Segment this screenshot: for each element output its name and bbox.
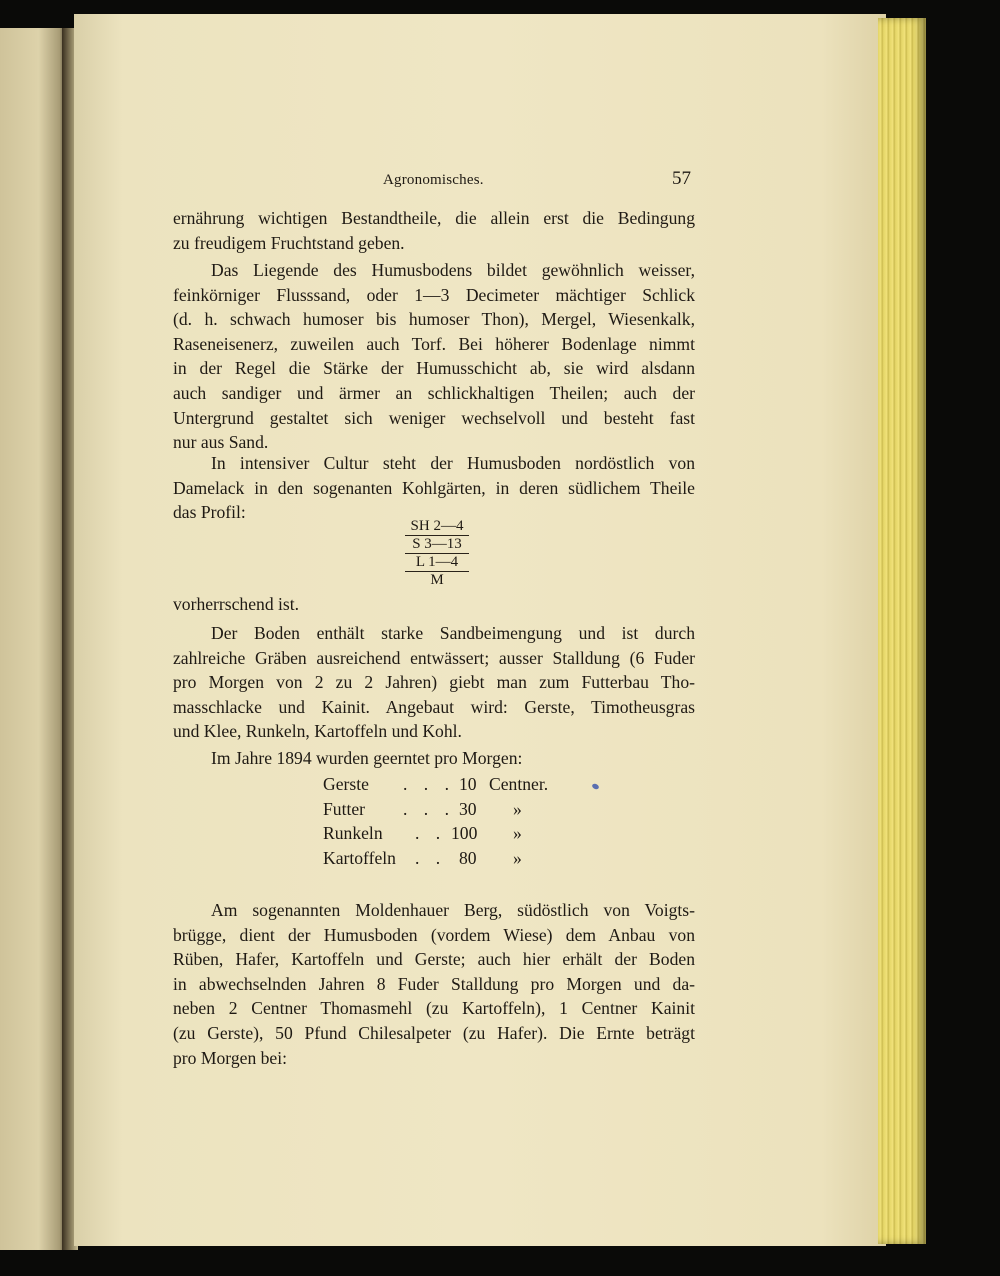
profile-layer: L 1—4: [405, 554, 469, 572]
text-line: das Profil:: [173, 502, 246, 523]
harvest-crop: Runkeln: [323, 823, 383, 844]
paragraph-3: [173, 451, 695, 525]
text-line: Untergrund gestaltet sich weniger wechselvoll und besteht fast: [173, 407, 695, 428]
profile-layer: SH 2—4: [405, 518, 469, 536]
harvest-dots: . . .: [403, 774, 455, 794]
harvest-dots: . .: [415, 847, 447, 868]
text-line: nur aus Sand.: [173, 432, 269, 453]
text-line: in der Regel die Stärke der Humusschicht ab, sie wird alsdann: [173, 358, 695, 379]
paragraph-1: [173, 206, 695, 255]
harvest-row: [323, 797, 563, 822]
harvest-value: 100: [451, 823, 478, 844]
harvest-intro: [173, 746, 695, 771]
harvest-row: [323, 821, 563, 846]
text-line: in abwechselnden Jahren 8 Fuder Stalldung pro Morgen und da-: [173, 973, 695, 994]
text-line: ernährung wichtigen Bestandtheile, die allein erst die Bedingung: [173, 208, 695, 228]
page-number: 57: [672, 168, 691, 189]
text-line: Damelack in den sogenanten Kohlgärten, in deren südlichem Theile: [173, 477, 695, 498]
harvest-row: [323, 846, 563, 871]
text-line: pro Morgen von 2 zu 2 Jahren) giebt man zum Futterbau Tho-: [173, 672, 695, 693]
harvest-unit: »: [513, 823, 522, 844]
text-line: zahlreiche Gräben ausreichend entwässert; ausser Stalldung (6 Fuder: [173, 647, 695, 668]
profile-layer: M: [430, 572, 444, 588]
harvest-crop: Futter: [323, 798, 366, 819]
text-line: (zu Gerste), 50 Pfund Chilesalpeter (zu Hafer). Die Ernte beträgt: [173, 1022, 695, 1043]
harvest-table: [323, 772, 563, 870]
text-line: In intensiver Cultur steht der Humusboden nordöstlich von: [211, 453, 695, 473]
paragraph-5: [173, 898, 695, 1070]
harvest-crop: Kartoffeln: [323, 847, 396, 868]
paragraph-3-end: [173, 592, 695, 617]
text-line: zu freudigem Fruchtstand geben.: [173, 232, 405, 253]
harvest-value: 10: [459, 774, 477, 794]
text-line: vorherrschend ist.: [173, 594, 300, 614]
paragraph-4: [173, 621, 695, 744]
harvest-unit: Centner.: [489, 774, 549, 794]
text-line: Der Boden enthält starke Sandbeimengung und ist durch: [211, 623, 695, 643]
text-line: masschlacke und Kainit. Angebaut wird: Gerste, Timotheusgras: [173, 696, 695, 717]
text-line: Das Liegende des Humusbodens bildet gewöhnlich weisser,: [211, 260, 695, 280]
profile-layer: S 3—13: [405, 536, 469, 554]
text-line: Raseneisenerz, zuweilen auch Torf. Bei höherer Bodenlage nimmt: [173, 333, 695, 354]
harvest-unit: »: [513, 847, 522, 868]
text-line: Rüben, Hafer, Kartoffeln und Gerste; auch hier erhält der Boden: [173, 949, 695, 970]
text-line: neben 2 Centner Thomasmehl (zu Kartoffeln), 1 Centner Kainit: [173, 998, 695, 1019]
harvest-dots: . . .: [403, 798, 455, 819]
harvest-crop: Gerste: [323, 774, 369, 794]
running-head: [173, 168, 695, 196]
soil-profile-formula: [405, 518, 469, 589]
text-line: (d. h. schwach humoser bis humoser Thon), Mergel, Wiesenkalk,: [173, 309, 695, 330]
left-page-edge: [0, 28, 70, 1250]
running-title: Agronomisches.: [383, 172, 484, 188]
text-line: feinkörniger Flusssand, oder 1—3 Decimeter mächtiger Schlick: [173, 284, 695, 305]
text-line: pro Morgen bei:: [173, 1047, 288, 1068]
text-line: brügge, dient der Humusboden (vordem Wiese) dem Anbau von: [173, 924, 695, 945]
paragraph-2: [173, 258, 695, 455]
page-edges: [878, 18, 926, 1244]
text-line: auch sandiger und ärmer an schlickhaltigen Theilen; auch der: [173, 382, 695, 403]
text-line: Im Jahre 1894 wurden geerntet pro Morgen:: [211, 748, 523, 768]
text-line: Am sogenannten Moldenhauer Berg, südöstlich von Voigts-: [211, 900, 695, 920]
harvest-unit: »: [513, 798, 522, 819]
harvest-value: 30: [459, 798, 477, 819]
harvest-row: [323, 772, 563, 797]
harvest-dots: . .: [415, 823, 447, 844]
harvest-value: 80: [459, 847, 477, 868]
text-line: und Klee, Runkeln, Kartoffeln und Kohl.: [173, 721, 462, 742]
